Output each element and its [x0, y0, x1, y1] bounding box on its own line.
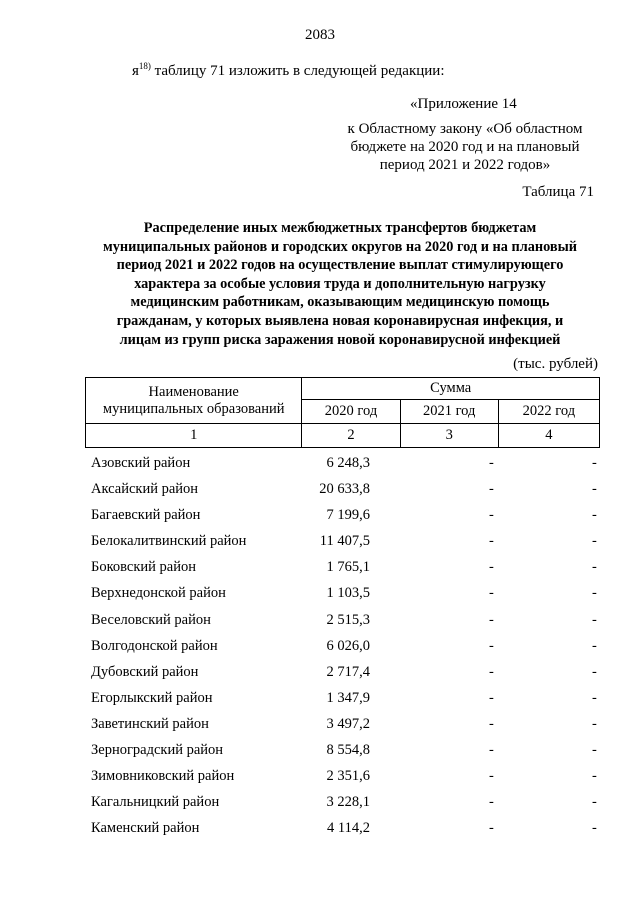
table-row [85, 582, 600, 608]
row-value-2022: - [592, 663, 597, 680]
row-value-2021: - [489, 742, 494, 759]
law-reference-line: к Областному закону «Об областном [347, 121, 583, 137]
row-value-2020: 20 633,8 [319, 481, 370, 498]
row-name: Боковский район [91, 559, 196, 576]
row-value-2021: - [489, 689, 494, 706]
row-value-2021: - [489, 533, 494, 550]
row-value-2020: 4 114,2 [327, 820, 370, 837]
header-year-2022: 2022 год [498, 400, 599, 424]
table-row [85, 452, 600, 478]
row-value-2022: - [592, 559, 597, 576]
row-value-2020: 3 228,1 [326, 794, 370, 811]
table-row [85, 556, 600, 582]
row-value-2020: 2 515,3 [326, 611, 370, 628]
row-name: Азовский район [91, 455, 191, 471]
row-name: Зерноградский район [91, 742, 224, 759]
row-name: Багаевский район [91, 507, 201, 524]
row-value-2020: 1 103,5 [326, 585, 370, 602]
column-number-2: 2 [302, 424, 400, 448]
row-value-2022: - [592, 820, 597, 837]
column-number-1: 1 [86, 424, 302, 448]
title-line: лицам из групп риска заражения новой коронавирусной инфекцией [119, 331, 561, 348]
row-value-2021: - [489, 559, 494, 576]
table-row [85, 530, 600, 556]
intro-text: таблицу 71 изложить в следующей редакции: [150, 63, 445, 79]
table-label: Таблица 71 [522, 184, 594, 200]
table-row [85, 791, 600, 817]
header-sum-cell: Сумма [302, 378, 600, 400]
header-name-line: муниципальных образований [102, 400, 285, 417]
column-number-4: 4 [498, 424, 599, 448]
header-name-cell [86, 378, 302, 424]
row-value-2021: - [489, 455, 494, 471]
row-value-2020: 2 351,6 [326, 768, 370, 785]
header-year-2020: 2020 год [302, 400, 400, 424]
table-row [85, 817, 600, 843]
row-value-2021: - [489, 768, 494, 785]
table-row [85, 661, 600, 687]
row-value-2022: - [592, 637, 597, 654]
intro-prefix: я [132, 63, 139, 79]
row-value-2022: - [592, 481, 597, 498]
row-value-2022: - [592, 794, 597, 811]
row-value-2020: 2 717,4 [326, 663, 370, 680]
row-value-2021: - [489, 611, 494, 628]
table-row [85, 765, 600, 791]
row-value-2020: 1 347,9 [326, 689, 370, 706]
row-value-2022: - [592, 611, 597, 628]
row-name: Каменский район [91, 820, 200, 837]
row-name: Дубовский район [91, 663, 199, 680]
row-value-2020: 1 765,1 [326, 559, 370, 576]
row-value-2022: - [592, 768, 597, 785]
row-value-2021: - [489, 715, 494, 732]
column-number-3: 3 [400, 424, 498, 448]
units-label: (тыс. рублей) [513, 356, 598, 372]
table-row [85, 635, 600, 661]
row-value-2022: - [592, 689, 597, 706]
row-name: Аксайский район [91, 481, 199, 498]
law-reference [340, 120, 590, 174]
law-reference-line: бюджете на 2020 год и на плановый [350, 139, 580, 155]
row-value-2022: - [592, 715, 597, 732]
table-body [85, 452, 600, 843]
row-name: Белокалитвинский район [91, 533, 247, 550]
row-value-2022: - [592, 507, 597, 524]
table-row [85, 713, 600, 739]
row-value-2020: 6 248,3 [326, 455, 370, 471]
page-number: 2083 [305, 27, 335, 43]
row-name: Волгодонской район [91, 637, 218, 654]
header-name-line: Наименование [148, 383, 239, 400]
title-line: характера за особые условия труда и дополнительную нагрузку [134, 275, 546, 292]
row-name: Егорлыкский район [91, 689, 213, 706]
title-line: период 2021 и 2022 годов на осуществление выплат стимулирующего [116, 257, 564, 274]
row-value-2021: - [489, 507, 494, 524]
row-value-2020: 8 554,8 [326, 742, 370, 759]
row-value-2021: - [489, 637, 494, 654]
row-value-2022: - [592, 585, 597, 602]
row-name: Зимовниковский район [91, 768, 235, 785]
appendix-label: «Приложение 14 [410, 96, 517, 112]
row-name: Веселовский район [91, 611, 211, 628]
title-line: гражданам, у которых выявлена новая коронавирусная инфекция, и [116, 312, 564, 329]
row-name: Верхнедонской район [91, 585, 226, 602]
row-name: Кагальницкий район [91, 794, 220, 811]
table-header [85, 377, 600, 448]
table-row [85, 504, 600, 530]
table-row [85, 478, 600, 504]
table-row [85, 609, 600, 635]
document-title [84, 219, 596, 349]
table-row [85, 687, 600, 713]
row-name: Заветинский район [91, 715, 209, 732]
row-value-2021: - [489, 794, 494, 811]
row-value-2020: 3 497,2 [326, 715, 370, 732]
row-value-2021: - [489, 481, 494, 498]
row-value-2020: 7 199,6 [326, 507, 370, 524]
row-value-2022: - [592, 533, 597, 550]
row-value-2022: - [592, 455, 597, 471]
row-value-2020: 6 026,0 [326, 637, 370, 654]
footnote-marker: 18) [138, 61, 151, 71]
law-reference-line: период 2021 и 2022 годов» [379, 157, 551, 173]
row-value-2022: - [592, 742, 597, 759]
header-year-2021: 2021 год [400, 400, 498, 424]
title-line: медицинским работникам, оказывающим медицинскую помощь [130, 294, 550, 311]
row-value-2020: 11 407,5 [319, 533, 370, 550]
row-value-2021: - [489, 820, 494, 837]
table-row [85, 739, 600, 765]
title-line: Распределение иных межбюджетных трансфертов бюджетам [143, 220, 537, 236]
row-value-2021: - [489, 663, 494, 680]
title-line: муниципальных районов и городских округов на 2020 год и на плановый [102, 238, 578, 255]
row-value-2021: - [489, 585, 494, 602]
intro-paragraph [132, 61, 445, 80]
